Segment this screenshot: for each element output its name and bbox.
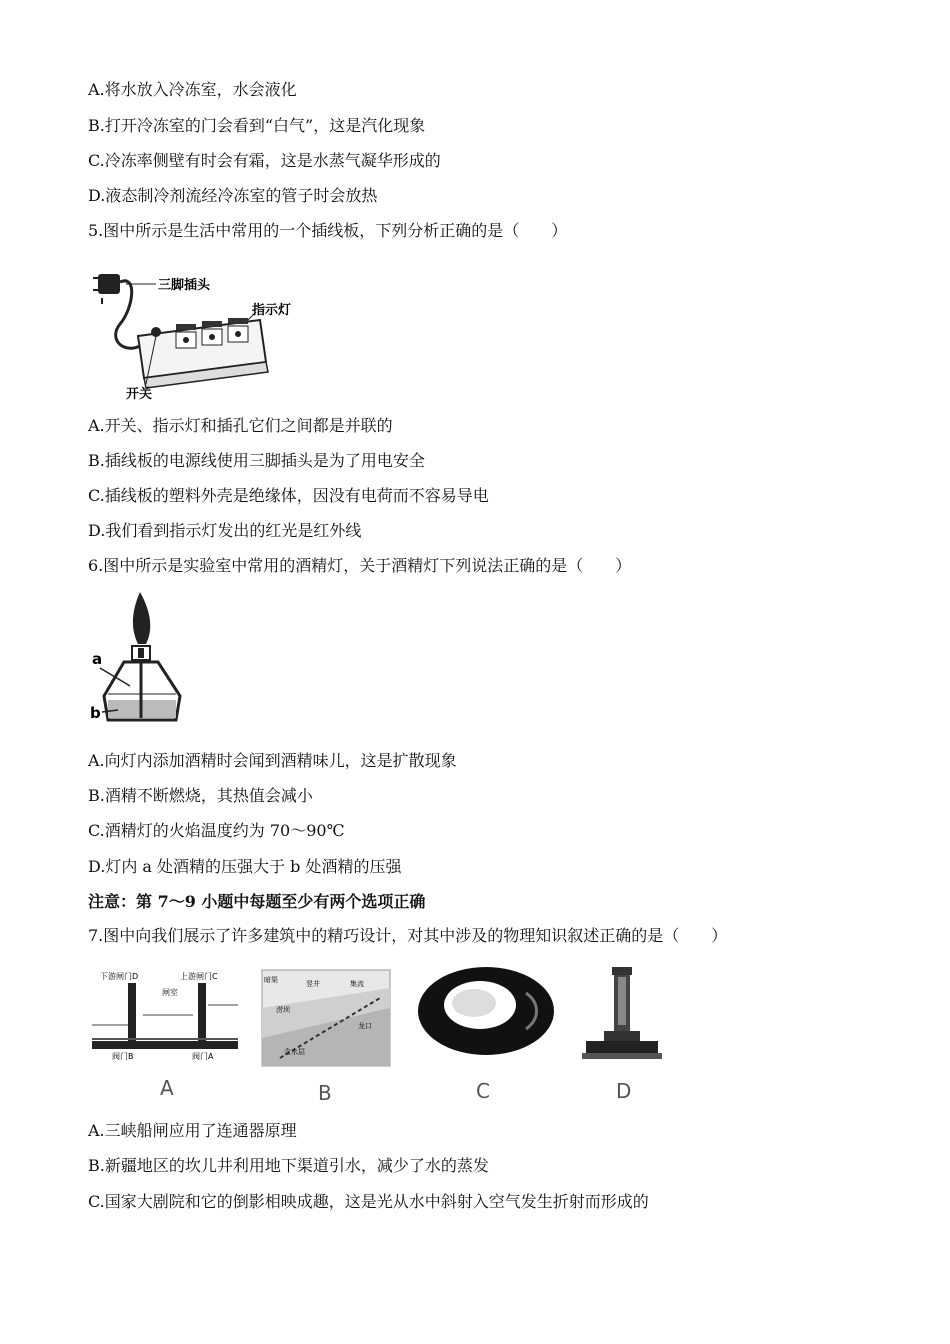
q4-option-c: C.冷冻率侧壁有时会有霜，这是水蒸气凝华形成的 xyxy=(88,151,441,170)
valve-b-label: 阀门B xyxy=(112,1052,134,1061)
switch-label: 开关 xyxy=(126,387,153,402)
karez-label-1: 暗渠 xyxy=(264,976,278,984)
monument-figure xyxy=(578,963,668,1103)
q6-option-d: D.灯内 a 处酒精的压强大于 b 处酒精的压强 xyxy=(88,857,402,876)
point-a-label: a xyxy=(92,650,103,668)
q5-option-c: C.插线板的塑料外壳是绝缘体，因没有电荷而不容易导电 xyxy=(88,486,489,505)
q7-option-b: B.新疆地区的坎儿井利用地下渠道引水，减少了水的蒸发 xyxy=(88,1156,489,1175)
q5-option-b: B.插线板的电源线使用三脚插头是为了用电安全 xyxy=(88,451,425,470)
q6-option-b: B.酒精不断燃烧，其热值会减小 xyxy=(88,786,313,805)
chamber-label: 闸室 xyxy=(162,988,178,997)
upper-gate-label: 上游闸门C xyxy=(180,972,218,981)
multi-answer-note: 注意：第 7～9 小题中每题至少有两个选项正确 xyxy=(88,892,426,911)
indicator-label: 指示灯 xyxy=(252,303,292,318)
q6-option-a: A.向灯内添加酒精时会闻到酒精味儿，这是扩散现象 xyxy=(88,751,457,770)
q7-option-a: A.三峡船闸应用了连通器原理 xyxy=(88,1121,297,1140)
switch-button xyxy=(151,327,161,337)
figure-a-caption: A xyxy=(160,1076,174,1100)
figure-c-caption: C xyxy=(476,1079,490,1103)
q4-option-d: D.液态制冷剂流经冷冻室的管子时会放热 xyxy=(88,186,378,205)
q5-stem: 5.图中所示是生活中常用的一个插线板，下列分析正确的是（ ） xyxy=(88,221,568,240)
plug-label: 三脚插头 xyxy=(158,278,211,293)
figure-b-caption: B xyxy=(318,1081,332,1105)
karez-figure xyxy=(260,968,392,1108)
q6-option-c: C.酒精灯的火焰温度约为 70～90℃ xyxy=(88,821,345,840)
karez-label-2: 竖井 xyxy=(306,980,320,988)
q4-option-b: B.打开冷冻室的门会看到“白气”，这是汽化现象 xyxy=(88,116,426,135)
q5-option-d: D.我们看到指示灯发出的红光是红外线 xyxy=(88,521,362,540)
flame xyxy=(133,592,150,644)
point-b-label: b xyxy=(90,704,101,722)
q7-option-c: C.国家大剧院和它的倒影相映成趣，这是光从水中斜射入空气发生折射而形成的 xyxy=(88,1192,649,1211)
karez-label-4: 涝坝 xyxy=(276,1006,290,1014)
alcohol-lamp-figure xyxy=(88,588,198,733)
q6-stem: 6.图中所示是实验室中常用的酒精灯，关于酒精灯下列说法正确的是（ ） xyxy=(88,556,632,575)
karez-label-6: 含水层 xyxy=(284,1048,305,1056)
q5-option-a: A.开关、指示灯和插孔它们之间都是并联的 xyxy=(88,416,393,435)
lower-gate-label: 下游闸门D xyxy=(100,972,139,981)
power-strip-figure xyxy=(88,254,303,404)
q4-option-a: A.将水放入冷冻室，水会液化 xyxy=(88,80,297,99)
q7-stem: 7.图中向我们展示了许多建筑中的精巧设计，对其中涉及的物理知识叙述正确的是（ ） xyxy=(88,926,728,945)
ship-lock-figure xyxy=(88,965,243,1100)
karez-label-3: 集流 xyxy=(350,980,364,988)
figure-d-caption: D xyxy=(616,1079,632,1103)
grand-theater-figure xyxy=(416,963,556,1103)
karez-label-5: 龙口 xyxy=(358,1022,372,1030)
valve-a-label: 阀门A xyxy=(192,1052,214,1061)
